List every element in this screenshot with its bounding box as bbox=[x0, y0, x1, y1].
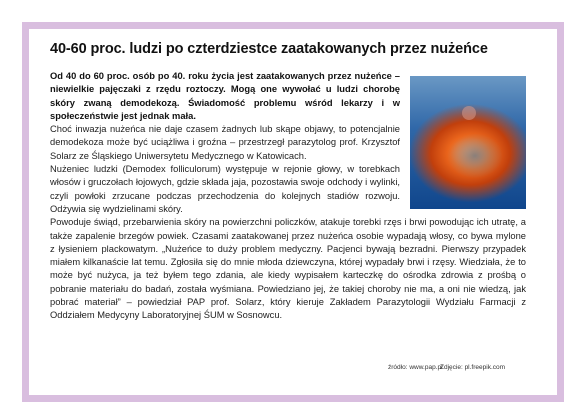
article-title: 40-60 proc. ludzi po czterdziestce zaatakowanych przez nużeńce bbox=[50, 41, 488, 57]
red-hair-photo bbox=[410, 76, 526, 209]
article-body bbox=[50, 70, 526, 323]
body-paragraph-1: Choć inwazja nużeńca nie daje czasem żadnych lub skąpe objawy, to potencjalnie demodekoza może być uciążliwa i groźna – przestrzegł parazytolog prof. Krzysztof Solarz ze Śląskiego Uniwersytetu Medycznego w Katowicach. bbox=[50, 124, 400, 161]
source-credit: źródło: www.pap.pl bbox=[388, 364, 443, 371]
photo-credit: Zdjęcie: pl.freepik.com bbox=[440, 364, 506, 371]
body-paragraph-3: Powoduje świąd, przebarwienia skóry na powierzchni policzków, atakuje torebki rzęs i brwi powodując ich utratę, a także zapalenie brzegów powiek. Czasami zaatakowanej przez nużeńca osobie wypadają włosy, co bywa mylone z łysieniem plackowatym. „Nużeńce to duży problem medyczny. Pacjenci bywają bezradni. Pierwszy przypadek miałem kilkanaście lat temu. Zgłosiła się do mnie młoda dziewczyna, której wypadały brwi i rzęsy. Wiedziała, że to może być nużyca, ja też byłem tego zdania, ale kiedy wypisałem karteczkę do ośrodka zdrowia z prośbą o pobranie materiału do badań, została wyśmiana. Powiedziano jej, że takiej choroby nie ma, a oni nie wiedzą, jak pobrać materiał” – powiedział PAP prof. Solarz, który kieruje Zakładem Parazytologii Wydziału Farmacji z Oddziałem Medycyny Laboratoryjnej ŚUM w Sosnowcu. bbox=[50, 217, 526, 321]
body-paragraph-2: Nużeniec ludzki (Demodex folliculorum) występuje w rejonie głowy, w torebkach włosów i gruczołach łojowych, gdzie składa jaja, pozostawia swoje odchody i wylinki, czyli powłoki zrzucane podczas przechodzenia do kolejnych stadiów rozwoju. Odżywia się wydzielinami skóry. bbox=[50, 164, 400, 214]
lead-paragraph: Od 40 do 60 proc. osób po 40. roku życia jest zaatakowanych przez nużeńce – niewielkie pajęczaki z rzędu roztoczy. Mogą one wywołać u ludzi chorobę skóry zwaną demodekozą. Świadomość problemu wśród lekarzy i w społeczeństwie jest jednak mała. bbox=[50, 71, 400, 121]
